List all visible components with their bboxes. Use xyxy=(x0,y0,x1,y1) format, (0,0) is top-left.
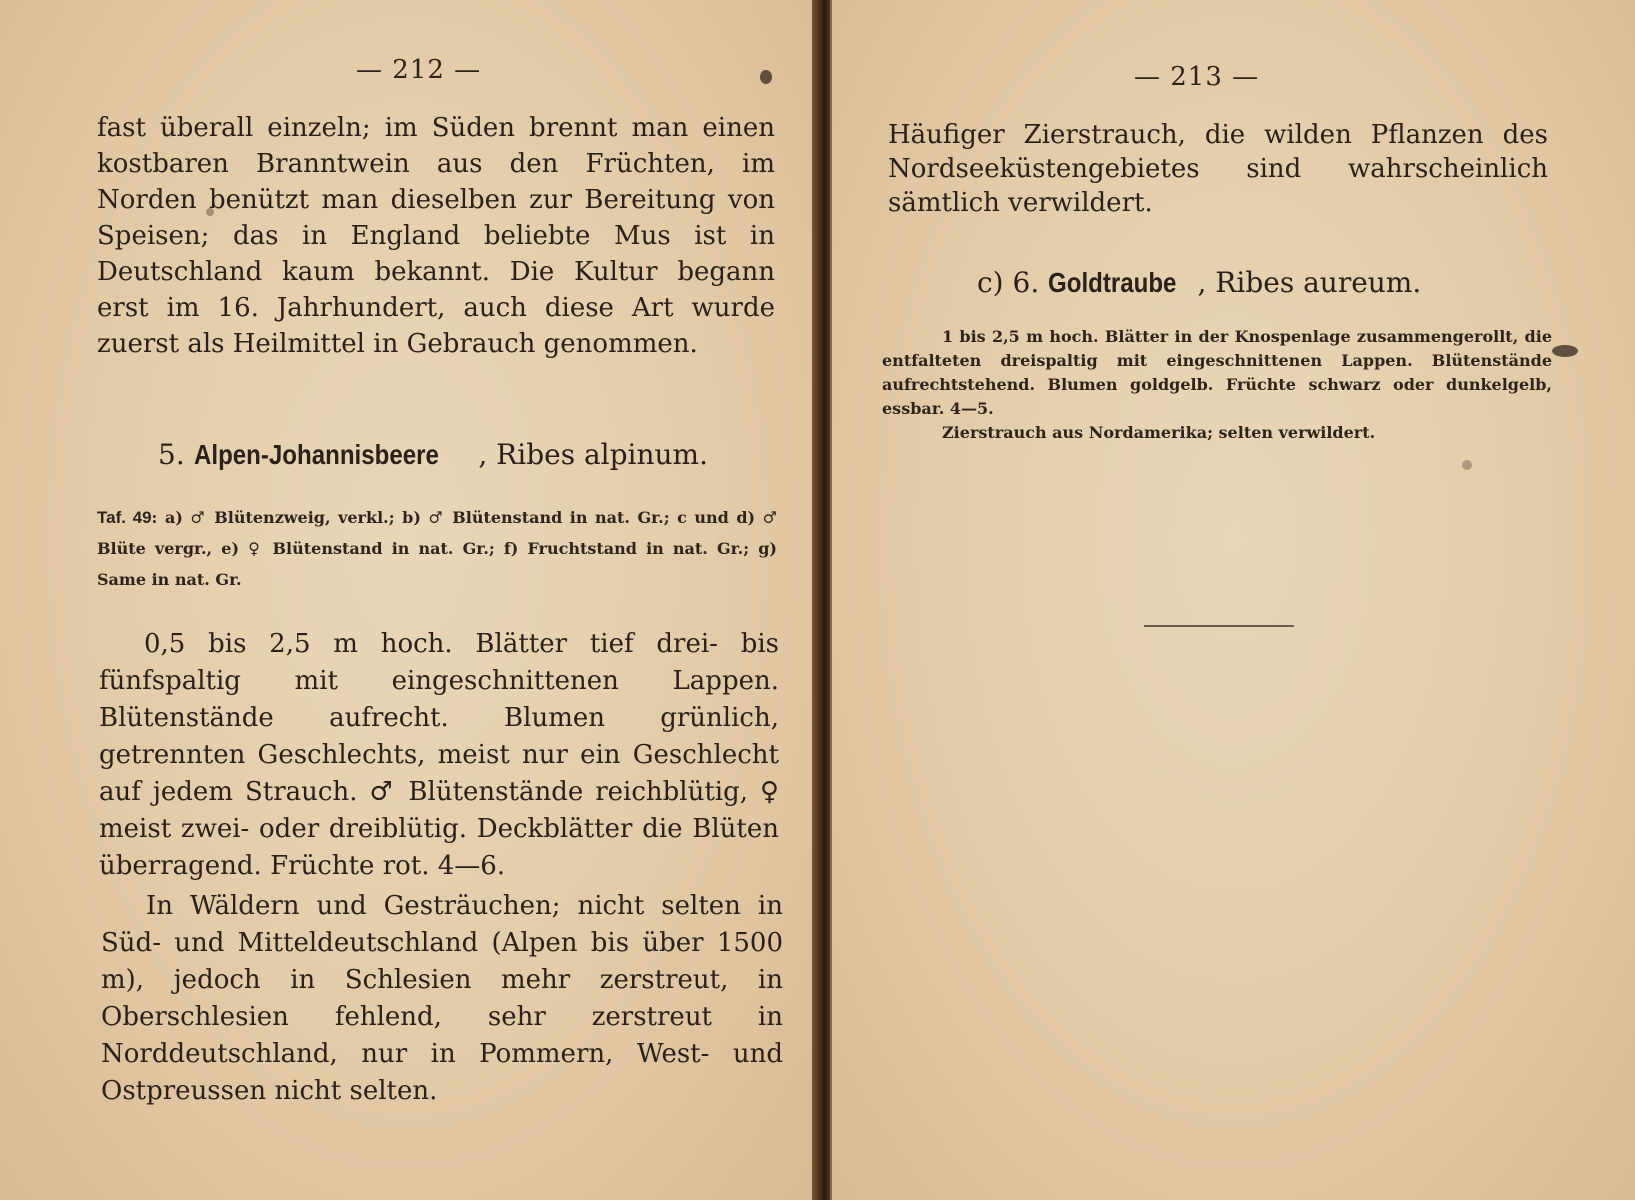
distribution-text: Zierstrauch aus Nordamerika; selten verwildert. xyxy=(942,423,1376,442)
paragraph-text: fast überall einzeln; im Süden brennt man einen kostbaren Branntwein aus den Früchten, im Norden benützt man dieselben zur Bereitung von Speisen; das in England beliebte Mus ist in Deutschland kaum bekannt. Die Kultur begann erst im 16. Jahrhundert, auch diese Art wurde zuerst als Heilmittel in Gebrauch genommen. xyxy=(97,113,775,359)
ink-spot xyxy=(1552,345,1578,357)
species-prefix: c) xyxy=(977,266,1004,299)
page-number: — 212 — xyxy=(356,55,482,85)
distribution-text: In Wäldern und Gesträuchen; nicht selten in Süd- und Mitteldeutschland (Alpen bis über 1500 m), jedoch in Schlesien mehr zerstreut, in Oberschlesien fehlend, sehr zerstreut in Norddeutschland, nur in Pommern, West- und Ostpreussen nicht selten. xyxy=(101,891,783,1106)
species-number: 5. xyxy=(158,438,185,471)
plate-caption: : a) ♂ Blütenzweig, verkl.; b) ♂ Blütenstand in nat. Gr.; c und d) ♂ Blüte vergr., e) ♀ Blütenstand in nat. Gr.; f) Fruchtstand in nat. Gr.; g) Same in nat. Gr. xyxy=(97,508,777,589)
intro-paragraph xyxy=(97,110,775,362)
species-distribution xyxy=(101,888,783,1110)
right-page xyxy=(830,0,1635,1200)
species-name: Alpen-Johannisbeere xyxy=(193,439,439,470)
ink-spot xyxy=(206,208,214,216)
plate-label: Taf. 49 xyxy=(97,508,152,527)
species-number: 6. xyxy=(1012,266,1040,299)
species-latin-name: , Ribes alpinum. xyxy=(478,438,709,471)
ink-spot xyxy=(760,70,772,84)
ink-spot xyxy=(1462,460,1472,470)
section-end-rule xyxy=(1144,625,1294,627)
left-page xyxy=(0,0,817,1200)
species-name: Goldtraube xyxy=(1048,267,1177,298)
page-number: — 213 — xyxy=(1134,62,1260,92)
description-text: 1 bis 2,5 m hoch. Blätter in der Knospenlage zusammengerollt, die entfalteten dreispaltig mit eingeschnittenen Lappen. Blütenstände aufrechtstehend. Blumen goldgelb. Früchte schwarz oder dunkelgelb, essbar. 4—5. xyxy=(882,327,1552,418)
species-heading xyxy=(977,266,1421,299)
plate-reference xyxy=(97,502,777,595)
carryover-paragraph xyxy=(888,118,1548,220)
paragraph-text: Häufiger Zierstrauch, die wilden Pflanzen des Nordseeküstengebietes sind wahrscheinlich sämtlich verwildert. xyxy=(888,120,1548,218)
species-description xyxy=(99,626,779,885)
species-heading xyxy=(158,438,708,471)
description-text: 0,5 bis 2,5 m hoch. Blätter tief drei- bis fünfspaltig mit eingeschnittenen Lappen. Blütenstände aufrecht. Blumen grünlich, getrennten Geschlechts, meist nur ein Geschlecht auf jedem Strauch. ♂ Blütenstände reichblütig, ♀ meist zwei- oder dreiblütig. Deckblätter die Blüten überragend. Früchte rot. 4—6. xyxy=(99,629,779,881)
species-latin-name: , Ribes aureum. xyxy=(1197,266,1422,299)
species-description-block xyxy=(882,325,1552,445)
